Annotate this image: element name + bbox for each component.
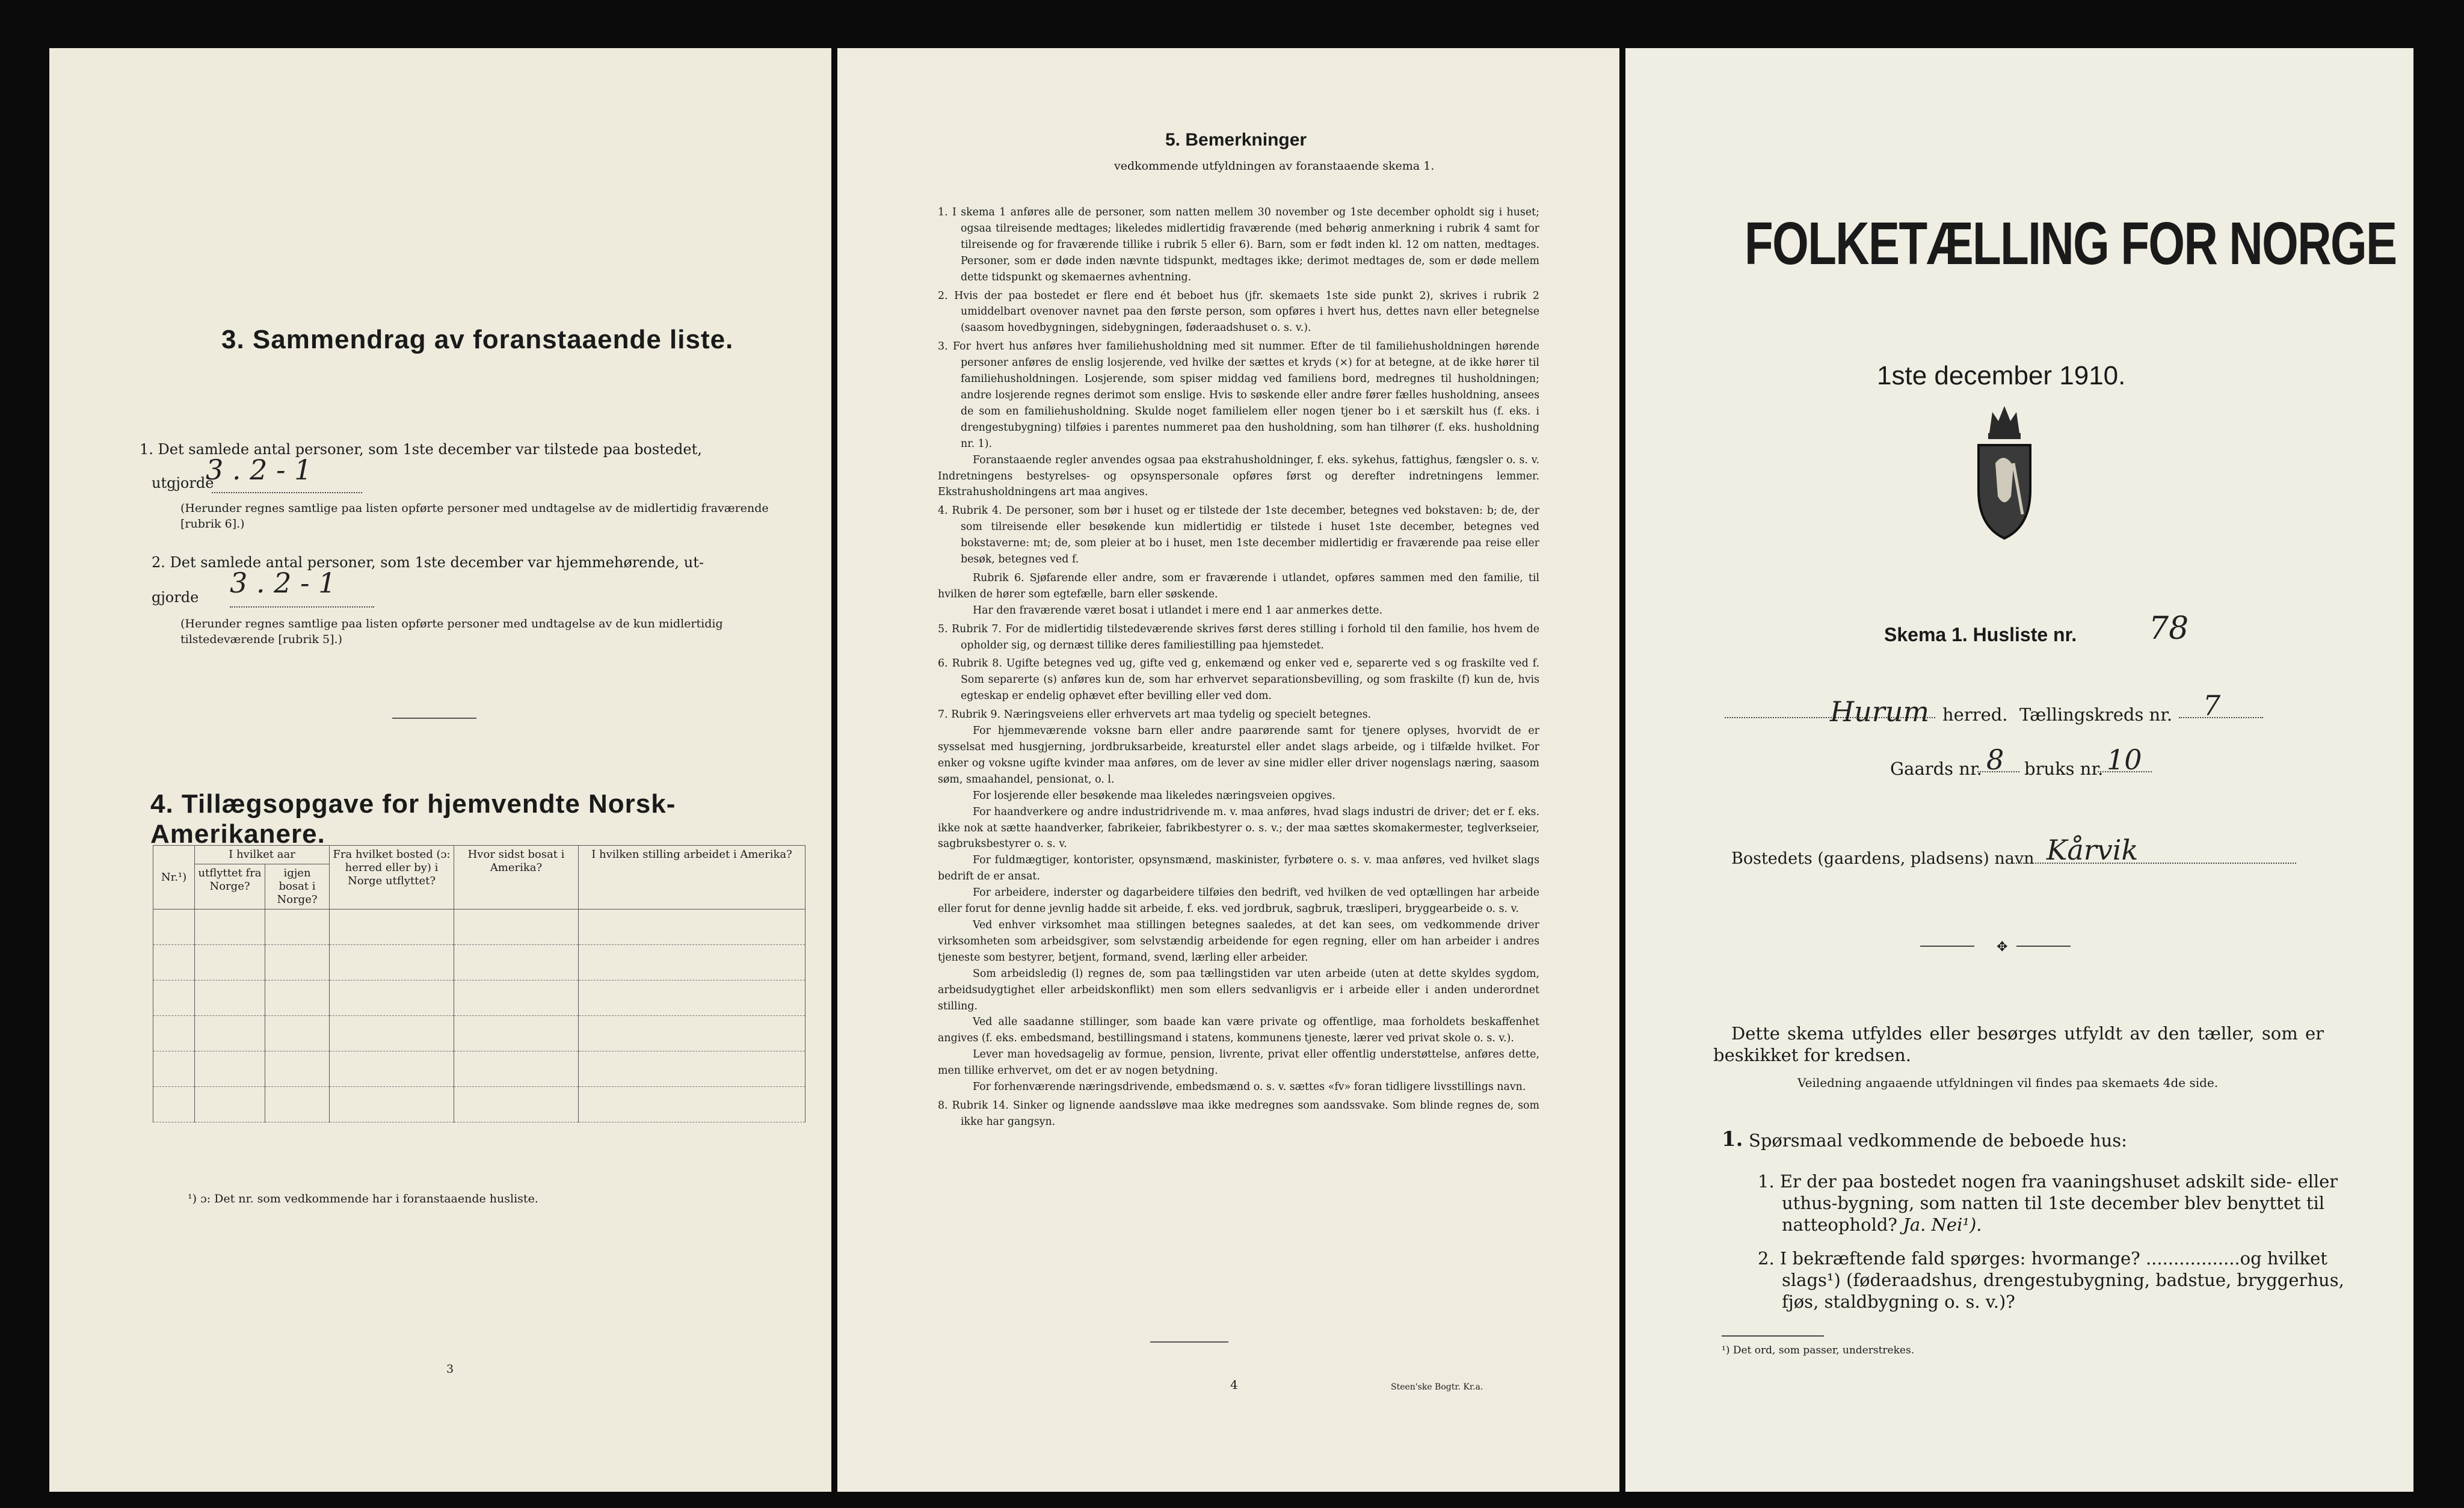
divider-left — [1920, 946, 1974, 947]
col-returned: igjen bosat i Norge? — [265, 864, 330, 909]
table-row — [153, 1016, 805, 1051]
section-4-title: 4. Tillægsopgave for hjemvendte Norsk-Amerikanere. — [150, 789, 676, 849]
remark-4b: Rubrik 6. Sjøfarende eller andre, som er fraværende i utlandet, opføres sammen med den familie, til hvilken de hører som egtefælle, barn eller søskende. — [938, 571, 1539, 600]
remark-7c: For losjerende eller besøkende maa likeledes næringsveien opgives. — [973, 789, 1335, 802]
col-last-place: Hvor sidst bosat i Amerika? — [454, 846, 579, 909]
herred-value: Hurum — [1830, 695, 1929, 728]
remark-3b: Foranstaaende regler anvendes ogsaa paa ekstrahusholdninger, f. eks. sykehus, fattighus, fængsler o. s. v. Indretningens bestyrelses- og opsynspersonale opføres først og derefter indretningens lemmer. Ekstrahusholdningens art maa angives. — [938, 454, 1539, 499]
remarks-list — [938, 205, 1539, 1130]
question-1-title: Spørsmaal vedkommende de beboede hus: — [1749, 1130, 2127, 1151]
bosted-label: Bostedets (gaardens, pladsens) navn — [1731, 849, 2034, 868]
remark-7b: For hjemmeværende voksne barn eller andre paarørende samt for tjenere oplyses, hvorvidt de er sysselsat med husgjerning, jordbruksarbeide, kreaturstel eller andet slags arbeide, og i tilfælde hvilket. For enker og voksne ugifte kvinder maa anføres, om de lever av sine midler eller driver nogenslags næring, saasom søm, smaahandel, pensionat, o. l. — [938, 725, 1539, 786]
remark-1: 1. I skema 1 anføres alle de personer, som natten mellem 30 november og 1ste december opholdt sig i huset; ogsaa tilreisende medtages; likeledes midlertidig fraværende (med behørig anmerkning i rubrik 4 samt for tilreisende og for fraværende tillike i rubrik 5 eller 6). Barn, som er født inden kl. 12 om natten, medtages. Personer, som er døde inden nævnte tidspunkt, medtages ikke; derimot medtages de, som er døde mellem dette tidspunkt og skemaernes avhentning. — [938, 206, 1539, 283]
schema-label: Skema 1. Husliste nr. — [1884, 624, 2077, 645]
norsk-amerikanere-table — [153, 845, 805, 1122]
remark-2: 2. Hvis der paa bostedet er flere end ét beboet hus (jfr. skemaets 1ste side punkt 2), skrives i rubrik 2 umiddelbart ovenover navnet paa den første person, som opføres i hvert hus, dettes navn eller betegnelse (saasom hovedbygningen, sidebygningen, føderaadshuset o. s. v.). — [938, 289, 1539, 334]
divider-right — [2016, 946, 2071, 947]
cover-page — [1625, 48, 2413, 1492]
summary-item-2-prefix: gjorde — [152, 589, 199, 606]
remark-7d: For haandverkere og andre industridrivende m. v. maa anføres, hvad slags industri de driver; det er f. eks. ikke nok at sætte haandverker, fabrikeier, fabrikbestyrer o. s. v.; der maa sættes skomakermester, teglverkseier, sagbruksbestyrer o. s. v. — [938, 805, 1539, 851]
footnote: ¹) Det ord, som passer, understrekes. — [1722, 1344, 1915, 1356]
col-nr: Nr.¹) — [153, 846, 195, 909]
table-row — [153, 1087, 805, 1122]
kreds-label: Tællingskreds nr. — [2019, 704, 2173, 725]
remark-3: 3. For hvert hus anføres hver familiehusholdning med sit nummer. Efter de til familiehusholdningen hørende personer anføres de enslig losjerende, ved hvilke der sættes et kryds (×) for at betegne, at de ikke hører til familiehusholdningen. Losjerende, som spiser middag ved familiens bord, medregnes til husholdningen; andre losjerende regnes derimot som enslige. Hvis to søskende eller andre fører fælles husholdning, ansees de som en familiehusholdning. Skulde noget familielem eller nogen tjener bo i et særskilt hus (f. eks. i drengestubygning) tilføies i parentes nummeret paa den husholdning, som han tilhører (f. eks. husholdning nr. 1). — [938, 340, 1539, 450]
divider — [1150, 1341, 1228, 1343]
census-date: 1ste december 1910. — [1877, 361, 2126, 390]
bruks-label: bruks nr. — [2024, 759, 2104, 779]
summary-item-1-prefix: utgjorde — [152, 475, 214, 491]
remark-7i: Ved alle saadanne stillinger, som baade kan være private og offentlige, maa forholdets beskaffenhet angives (f. eks. embedsmand, bestillingsmand i statens, kommunens tjeneste, lærer ved privat skole o. s. v.). — [938, 1016, 1539, 1045]
bosted-value: Kårvik — [2047, 834, 2139, 866]
remark-8: 8. Rubrik 14. Sinker og lignende aandssløve maa ikke medregnes som aandssvake. Som blinde regnes de, som ikke har gangsyn. — [938, 1099, 1539, 1128]
question-1-1-answer: Ja. Nei¹). — [1903, 1214, 1982, 1235]
summary-item-2-text: 2. Det samlede antal personer, som 1ste december var hjemmehørende, ut- — [152, 554, 704, 571]
bruks-value: 10 — [2107, 743, 2142, 776]
question-1-2: 2. I bekræftende fald spørges: hvormange? .................og hvilket slags¹) (føderaadshus, drengestubygning, badstue, bryggerhus, fjøs, staldbygning o. s. v.)? — [1758, 1248, 2344, 1312]
remark-6: 6. Rubrik 8. Ugifte betegnes ved ug, gifte ved g, enkemænd og enker ved e, separerte ved s og fraskilte ved f. Som separerte (s) anføres kun de, som har erhvervet separationsbevilling, og som fraskilte (f) kun de, hvis egteskap er endelig ophævet efter bevilling eller ved dom. — [938, 657, 1539, 703]
summary-item-1-text: 1. Det samlede antal personer, som 1ste december var tilstede paa bostedet, — [140, 441, 702, 458]
question-1-1-text: 1. Er der paa bostedet nogen fra vaaningshuset adskilt side- eller uthus-bygning, som natten til 1ste december blev benyttet til natteophold? — [1758, 1171, 2338, 1235]
col-emigrated: utflyttet fra Norge? — [195, 864, 265, 909]
ornament-icon: ✥ — [1997, 940, 2008, 955]
page-number: 4 — [1230, 1377, 1238, 1392]
summary-item-2-value: 3 . 2 - 1 — [230, 567, 336, 599]
section-3-title: 3. Sammendrag av foranstaaende liste. — [221, 325, 734, 354]
table-footnote: ¹) ɔ: Det nr. som vedkommende har i foranstaaende husliste. — [188, 1192, 538, 1205]
instruction-text: Dette skema utfyldes eller besørges utfyldt av den tæller, som er beskikket for kredsen. — [1713, 1023, 2324, 1065]
gaards-value: 8 — [1986, 743, 2004, 776]
remark-7e: For fuldmægtiger, kontorister, opsynsmænd, maskinister, fyrbøtere o. s. v. maa anføres, ved hvilket slags bedrift de er ansat. — [938, 854, 1539, 883]
husliste-nr-value: 78 — [2149, 611, 2189, 647]
summary-item-2-note: (Herunder regnes samtlige paa listen opførte personer med undtagelse av de kun midlertidig tilstedeværende [rubrik 5].) — [180, 617, 723, 646]
remark-7j: Lever man hovedsagelig av formue, pension, livrente, privat eller offentlig understøttelse, anføres dette, men tillike erhvervet, om det er av nogen betydning. — [938, 1048, 1539, 1077]
guidance-text: Veiledning angaaende utfyldningen vil findes paa skemaets 4de side. — [1797, 1076, 2219, 1090]
remark-7g: Ved enhver virksomhet maa stillingen betegnes saaledes, at det kan sees, om vedkommende driver virksomheten som arbeidsgiver, som selvstændig arbeidende for egen regning, eller om han arbeider i andres tjeneste som bestyrer, betjent, formand, svend, lærling eller arbeider. — [938, 919, 1539, 964]
remark-7h: Som arbeidsledig (l) regnes de, som paa tællingstiden var uten arbeide (uten at dette skyldes sygdom, arbeidsudygtighet eller arbeidskonflikt) men som ellers sedvanligvis er i arbeide eller i anden underordnet stilling. — [938, 967, 1539, 1012]
remark-7f: For arbeidere, inderster og dagarbeidere tilføies den bedrift, ved hvilken de ved optællingen har arbeide eller forut for denne jevnlig hadde sit arbeide, f. eks. ved jordbruk, sagbruk, træsliperi, bryggearbeide o. s. v. — [938, 887, 1539, 916]
question-1-1 — [1758, 1171, 2347, 1236]
footnote-divider — [1722, 1335, 1824, 1337]
summary-item-1-value: 3 . 2 - 1 — [206, 454, 312, 486]
summary-item-2-line — [230, 606, 374, 608]
col-position: I hvilken stilling arbeidet i Amerika? — [579, 846, 805, 909]
remark-5: 5. Rubrik 7. For de midlertidig tilstedeværende skrives først deres stilling i forhold til den familie, hos hvem de opholder sig, og dernæst tillike deres familiestilling paa hjemstedet. — [938, 623, 1539, 651]
remark-4c: Har den fraværende været bosat i utlandet i mere end 1 aar anmerkes dette. — [973, 604, 1383, 617]
coat-of-arms-icon — [1971, 385, 2037, 541]
kreds-value: 7 — [2203, 689, 2221, 722]
question-1-number: 1. — [1722, 1127, 1743, 1151]
summary-item-1-line — [212, 492, 362, 493]
page-number: 3 — [446, 1362, 454, 1376]
remark-7k: For forhenværende næringsdrivende, embedsmænd o. s. v. sættes «fv» foran tidligere livsstillings navn. — [973, 1081, 1526, 1094]
census-title: FOLKETÆLLING FOR NORGE — [1745, 210, 2397, 277]
page-4 — [837, 48, 1619, 1492]
kreds-line — [2179, 717, 2263, 718]
printer-mark: Steen'ske Bogtr. Kr.a. — [1391, 1382, 1483, 1392]
page-3 — [49, 48, 831, 1492]
summary-item-1-note: (Herunder regnes samtlige paa listen opførte personer med undtagelse av de midlertidig fraværende [rubrik 6].) — [180, 502, 769, 531]
col-from-place: Fra hvilket bosted (ɔ: herred eller by) i Norge utflyttet? — [330, 846, 454, 909]
remark-4: 4. Rubrik 4. De personer, som bør i huset og er tilstede der 1ste december, betegnes ved bokstaven: b; de, der som tilreisende eller besøkende kun midlertidig er tilstede i huset 1ste december, betegnes ved bokstaverne: mt; de, som pleier at bo i huset, men 1ste december midlertidig er fraværende paa reise eller besøk, betegnes ved f. — [938, 505, 1539, 566]
divider — [392, 718, 476, 719]
remarks-title: 5. Bemerkninger — [1165, 130, 1307, 150]
table-row — [153, 909, 805, 945]
herred-label: herred. — [1942, 704, 2008, 725]
gaards-label: Gaards nr. — [1890, 759, 1982, 779]
table-row — [153, 945, 805, 980]
table-row — [153, 1051, 805, 1087]
table-row — [153, 980, 805, 1016]
col-which-year: I hvilket aar — [195, 846, 330, 864]
remark-7: 7. Rubrik 9. Næringsveiens eller erhvervets art maa tydelig og specielt betegnes. — [938, 709, 1372, 721]
remarks-subtitle: vedkommende utfyldningen av foranstaaende skema 1. — [1114, 159, 1435, 173]
